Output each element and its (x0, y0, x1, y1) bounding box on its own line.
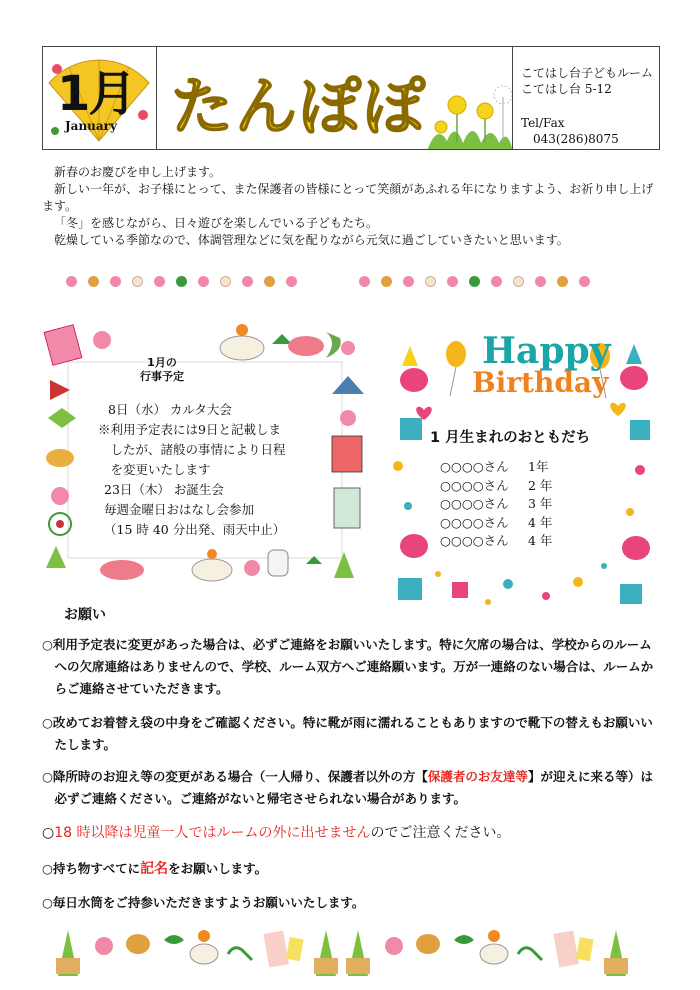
event-line: を変更いたします (98, 462, 211, 477)
child-name: ○○○○さん (440, 477, 509, 493)
plum-blossom-icon (491, 276, 502, 287)
child-name: ○○○○さん (440, 514, 509, 530)
month-english: January (65, 119, 117, 133)
spinning-top-icon (381, 276, 392, 287)
plum-blossom-icon (535, 276, 546, 287)
plum-blossom-icon (198, 276, 209, 287)
request-text-part: をお願いします。 (168, 861, 268, 876)
child-name: ○○○○さん (440, 496, 509, 511)
tel-label: Tel/Fax (521, 116, 565, 130)
plum-blossom-icon (66, 276, 77, 287)
child-grade: 4 年 (528, 514, 553, 530)
events-label-badge (128, 346, 196, 394)
request-text-part: ○ (42, 825, 55, 841)
birthday-row (440, 458, 552, 477)
plum-blossom-icon (154, 276, 165, 287)
plum-blossom-icon (110, 276, 121, 287)
org-address: こてはし台 5-12 (521, 82, 612, 96)
spinning-top-icon (264, 276, 275, 287)
request-text: ○改めてお着替え袋の中身をご確認ください。特に靴が雨に濡れることもありますので靴下の替えもお願いいたします。 (42, 715, 653, 752)
events-label-line: 1月の (147, 356, 177, 369)
newsletter-header (42, 46, 660, 150)
contact-info (513, 47, 659, 149)
request-text: ○毎日水筒をご持参いただきますようお願いいたします。 (42, 895, 365, 910)
child-name: ○○○○さん (440, 459, 509, 474)
plum-blossom-icon (242, 276, 253, 287)
intro-line: 新春のお慶びを申し上げます。 (54, 165, 222, 179)
requests-title: お願い (64, 607, 106, 623)
plum-blossom-icon (359, 276, 370, 287)
event-line: 8日（水） カルタ大会 (108, 402, 232, 417)
event-line: （15 時 40 分出発、雨天中止） (104, 522, 286, 537)
request-emphasis: 記名 (140, 861, 169, 877)
child-grade: 1年 (528, 459, 549, 474)
events-list (98, 400, 286, 540)
request-text-part: ○降所時のお迎え等の変更がある場合（一人帰り、保護者以外の方【 (42, 769, 428, 784)
intro-line: 「冬」を感じながら、日々遊びを楽しんでいる子どもたち。 (54, 216, 379, 230)
child-name: ○○○○さん (440, 533, 509, 548)
spinning-top-icon (557, 276, 568, 287)
plum-blossom-icon (286, 276, 297, 287)
title-area (157, 47, 513, 149)
request-text-part: 】が迎えに来る等）は必ずご連絡ください。ご連絡がないと帰宅させられない場合があります。 (54, 769, 653, 806)
intro-line: 新しい一年が、お子様にとって、また保護者の皆様にとって笑顔があふれる年になりますよう、お祈り申し上げます。 (42, 182, 654, 213)
child-grade: 3 年 (528, 496, 553, 511)
request-item (42, 822, 664, 844)
birthday-row (440, 532, 552, 551)
tel-number: 043(286)8075 (533, 132, 619, 146)
child-grade: 4 年 (528, 533, 553, 548)
request-text (42, 822, 664, 844)
event-line: 毎週金曜日おはなし会参加 (104, 502, 255, 517)
decorative-border-bottom (54, 918, 654, 978)
plum-blossom-icon (403, 276, 414, 287)
mochi-icon (425, 276, 436, 287)
birthday-row (440, 514, 552, 533)
events-label-line: 行事予定 (140, 370, 184, 383)
decorative-border-top (66, 276, 590, 287)
request-emphasis: 18 時以降は児童一人ではルームの外に出せません (54, 825, 371, 841)
birthday-row (440, 477, 552, 496)
request-item (42, 712, 664, 756)
month-badge (43, 47, 157, 149)
org-name: こてはし台子どもルーム (521, 66, 654, 80)
child-grade: 2 年 (528, 477, 553, 493)
mochi-icon (220, 276, 231, 287)
request-item (42, 634, 664, 700)
request-item (42, 858, 664, 880)
birthday-row (440, 495, 552, 514)
event-line: ※利用予定表には9日と記載しま (98, 422, 281, 437)
plum-blossom-icon (579, 276, 590, 287)
plum-blossom-icon (447, 276, 458, 287)
events-box (42, 318, 368, 588)
request-text (42, 858, 664, 880)
event-line: したが、諸般の事情により日程 (98, 442, 286, 457)
request-item (42, 766, 664, 810)
intro-message (42, 164, 662, 249)
dandelion-illustration (427, 83, 513, 149)
request-item (42, 892, 664, 914)
event-line: 23日（木） お誕生会 (104, 482, 224, 497)
request-text-part: のでご注意ください。 (370, 825, 511, 841)
pine-icon (176, 276, 187, 287)
newsletter-title: たんぽぽ (171, 70, 428, 143)
month-number: 1月 (57, 66, 135, 122)
spinning-top-icon (88, 276, 99, 287)
request-text: ○利用予定表に変更があった場合は、必ずご連絡をお願いいたします。特に欠席の場合は、学校からのルームへの欠席連絡はありませんので、学校、ルーム双方へご連絡願います。万が一連絡のない場合は、ルームからご連絡させていただきます。 (42, 637, 654, 696)
intro-line: 乾燥している季節なので、体調管理などに気を配りながら元気に過ごしていきたいと思います。 (54, 233, 569, 247)
birthday-heading: 1 月生まれのおともだち (430, 430, 591, 446)
happy-text: Happy (482, 330, 611, 372)
birthday-text: Birthday (472, 366, 609, 399)
mochi-icon (132, 276, 143, 287)
birthday-box (378, 316, 662, 612)
pine-icon (469, 276, 480, 287)
request-text-part: ○持ち物すべてに (42, 861, 141, 876)
request-emphasis: 保護者のお友達等 (427, 769, 528, 784)
birthday-list (440, 458, 552, 551)
mochi-icon (513, 276, 524, 287)
request-text (42, 766, 664, 810)
